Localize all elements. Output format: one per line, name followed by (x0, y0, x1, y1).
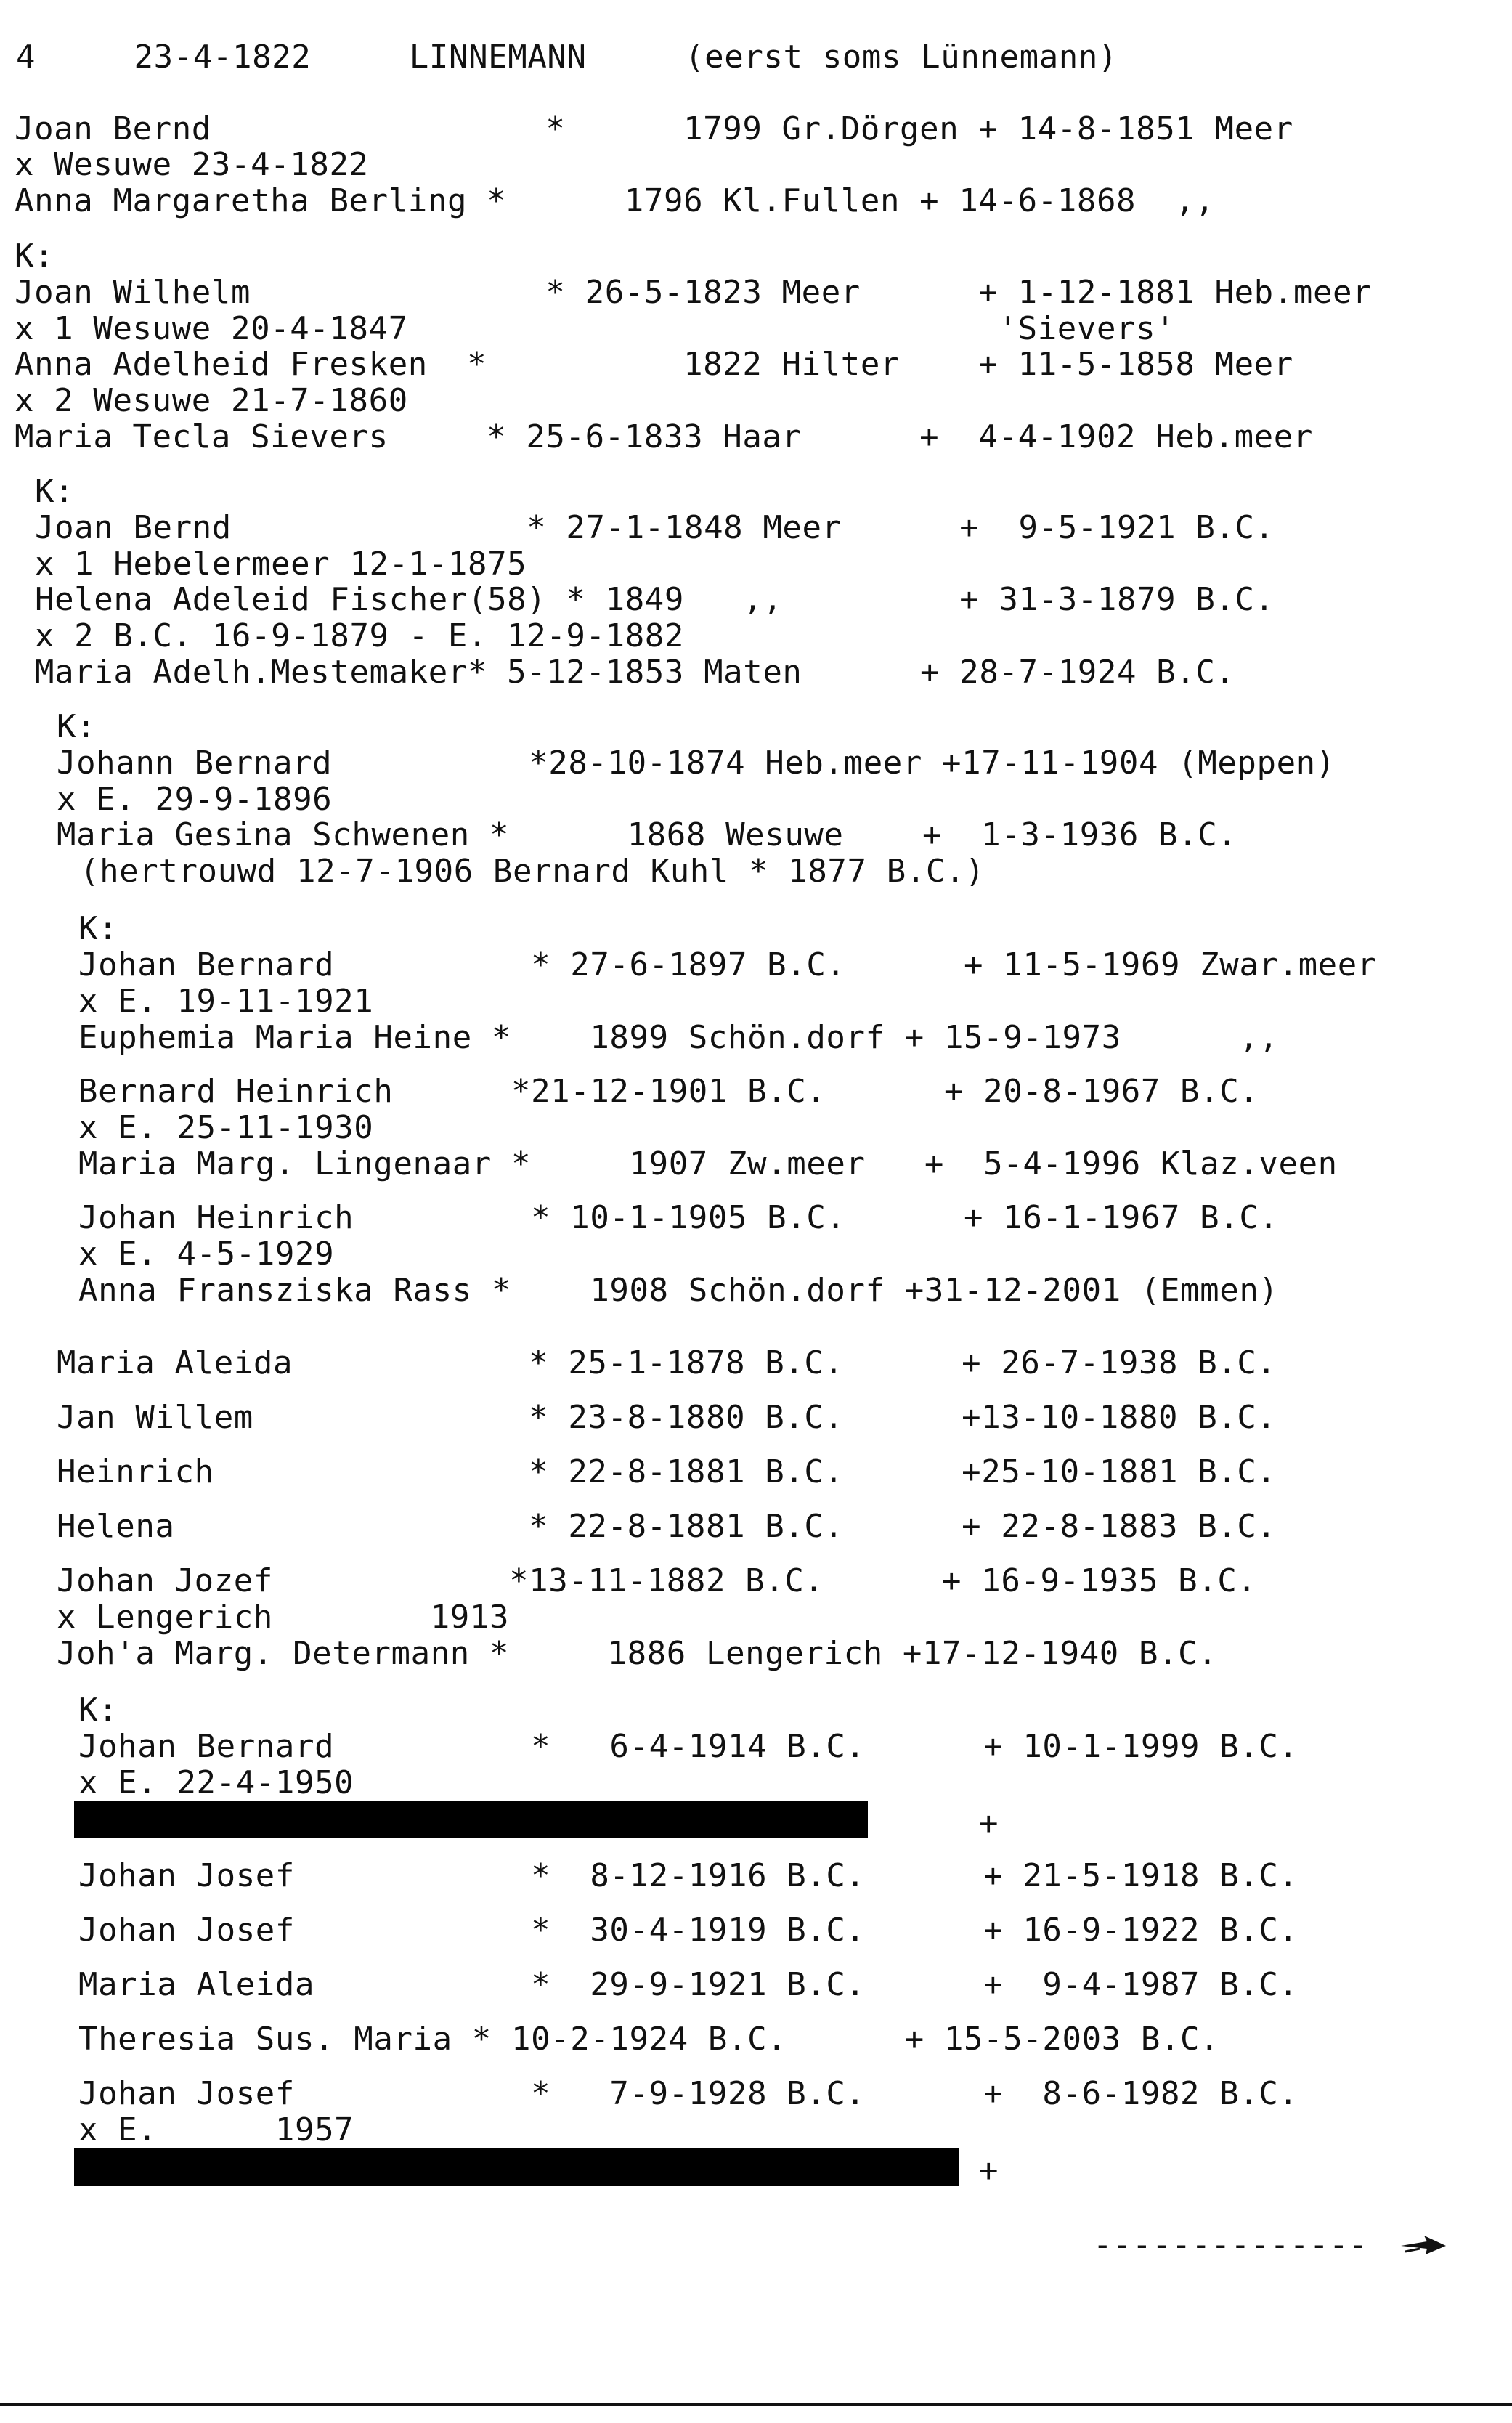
record-line: Maria Marg. Lingenaar * 1907 Zw.meer + 5-4-1996 Klaz.veen (78, 1145, 1338, 1182)
record-line: Johan Josef * 8-12-1916 B.C. + 21-5-1918 B.C. (78, 1857, 1298, 1894)
record-line: x Lengerich 1913 (57, 1599, 510, 1636)
record-line: x 2 Wesuwe 21-7-1860 (15, 382, 408, 419)
redaction-bar (74, 2148, 959, 2186)
record-line: x E. 25-11-1930 (78, 1109, 374, 1146)
record-line: Theresia Sus. Maria * 10-2-1924 B.C. + 15-5-2003 B.C. (78, 2021, 1220, 2058)
record-line: Anna Margaretha Berling * 1796 Kl.Fullen + 14-6-1868 ,, (15, 182, 1215, 219)
record-line: Johann Bernard *28-10-1874 Heb.meer +17-11-1904 (Meppen) (57, 744, 1336, 782)
page-header: 4 23-4-1822 LINNEMANN (eerst soms Lünnemann) (16, 38, 1118, 76)
record-line: Maria Aleida * 29-9-1921 B.C. + 9-4-1987 B.C. (78, 1966, 1298, 2003)
record-line: Maria Aleida * 25-1-1878 B.C. + 26-7-1938 B.C. (57, 1344, 1277, 1381)
record-line: Johan Josef * 30-4-1919 B.C. + 16-9-1922 B.C. (78, 1912, 1298, 1949)
record-line: x E. 22-4-1950 (78, 1764, 354, 1801)
record-line: Joh'a Marg. Determann * 1886 Lengerich +17-12-1940 B.C. (57, 1635, 1218, 1672)
record-line: x 1 Hebelermeer 12-1-1875 (35, 545, 527, 583)
children-label: K: (15, 238, 54, 275)
children-label: K: (78, 910, 118, 947)
record-line: Joan Wilhelm * 26-5-1823 Meer + 1-12-1881 Heb.meer (15, 274, 1373, 311)
children-label: K: (57, 708, 97, 745)
record-line: (hertrouwd 12-7-1906 Bernard Kuhl * 1877 B.C.) (80, 853, 985, 890)
record-line: Anna Adelheid Fresken * 1822 Hilter + 11-5-1858 Meer (15, 346, 1293, 383)
record-line: Joan Bernd * 1799 Gr.Dörgen + 14-8-1851 Meer (15, 110, 1293, 147)
record-line: Johan Jozef *13-11-1882 B.C. + 16-9-1935 B.C. (57, 1562, 1257, 1599)
record-line: Johan Bernard * 27-6-1897 B.C. + 11-5-1969 Zwar.meer (78, 946, 1377, 983)
record-line: + (979, 1805, 999, 1842)
record-line: Anna Fransziska Rass * 1908 Schön.dorf +31-12-2001 (Emmen) (78, 1272, 1279, 1309)
record-line: Euphemia Maria Heine * 1899 Schön.dorf + 15-9-1973 ,, (78, 1019, 1279, 1056)
record-line: Helena * 22-8-1881 B.C. + 22-8-1883 B.C. (57, 1508, 1277, 1545)
record-line: + (979, 2152, 999, 2189)
record-line: x Wesuwe 23-4-1822 (15, 146, 369, 183)
record-line: Johan Heinrich * 10-1-1905 B.C. + 16-1-1967 B.C. (78, 1199, 1279, 1236)
record-line: Helena Adeleid Fischer(58) * 1849 ,, + 31-3-1879 B.C. (35, 581, 1275, 618)
record-line: Heinrich * 22-8-1881 B.C. +25-10-1881 B.C. (57, 1453, 1277, 1490)
redaction-bar (74, 1801, 868, 1838)
record-line: Maria Gesina Schwenen * 1868 Wesuwe + 1-3-1936 B.C. (57, 816, 1237, 853)
record-line: x 1 Wesuwe 20-4-1847 'Sievers' (15, 310, 1176, 347)
record-line: Joan Bernd * 27-1-1848 Meer + 9-5-1921 B.C. (35, 509, 1275, 546)
record-line: x E. 19-11-1921 (78, 983, 374, 1020)
record-line: x E. 29-9-1896 (57, 781, 333, 818)
record-line: Bernard Heinrich *21-12-1901 B.C. + 20-8-1967 B.C. (78, 1073, 1259, 1110)
record-line: x 2 B.C. 16-9-1879 - E. 12-9-1882 (35, 617, 684, 654)
continuation-line: -------------- (1093, 2226, 1369, 2263)
bottom-rule (0, 2403, 1512, 2406)
children-label: K: (35, 473, 75, 510)
children-label: K: (78, 1692, 118, 1729)
record-line: x E. 1957 (78, 2111, 354, 2148)
record-line: Johan Josef * 7-9-1928 B.C. + 8-6-1982 B.C. (78, 2075, 1298, 2112)
record-line: Maria Tecla Sievers * 25-6-1833 Haar + 4-4-1902 Heb.meer (15, 418, 1313, 455)
arrow-icon (1398, 2230, 1449, 2259)
record-line: Maria Adelh.Mestemaker* 5-12-1853 Maten + 28-7-1924 B.C. (35, 654, 1235, 691)
record-line: Johan Bernard * 6-4-1914 B.C. + 10-1-1999 B.C. (78, 1728, 1298, 1765)
record-line: x E. 4-5-1929 (78, 1235, 335, 1273)
record-line: Jan Willem * 23-8-1880 B.C. +13-10-1880 B.C. (57, 1399, 1277, 1436)
